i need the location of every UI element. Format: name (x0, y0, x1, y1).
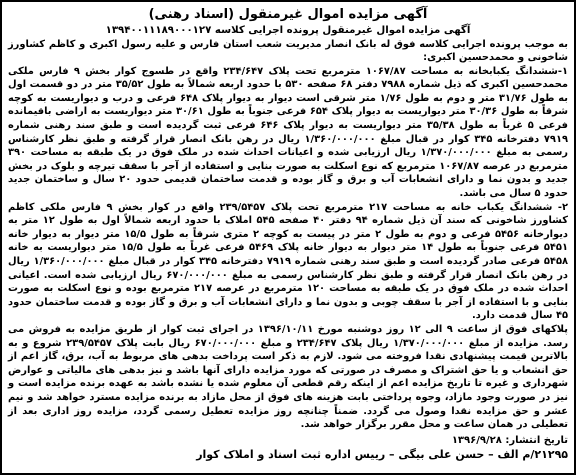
property-item-2: ۲- ششدانگ یکباب خانه به مساحت ۲۱۷ مترمربع تحت پلاک ۲۳۹/۵۴۵۷ واقع در کوار بخش ۹ فارس ملکی کاظم کشاورز شاخونی که سند آن ذیل شماره ۹۴ دفتر ۴۰ صفحه ۵۴۵ املاک با حدود اربعه شمالاً اول به طول ۱۲ متر به دیوارخانه ۵۴۵۶ فرعی و دوم به طول ۲ متر در پیست به کوچه ۲ متری شرقاً به طول ۱۵/۵ متر دیوار به دیوار خانه ۵۴۵۱ فرعی جنوباً به طول ۱۴ متر دیوار به دیوار خانه پلاک ۵۴۶۹ فرعی غرباً به طول ۱۵/۵ متر دیواریست به خانه ۵۴۵۸ فرعی صادر گردیده است و طبق سند رهنی شماره ۷۹۱۹ دفترخانه ۳۴۵ کوار در قبال مبلغ ۱/۳۶۰/۰۰۰/۰۰۰ ریال در رهن بانک انصار قرار گرفته و طبق نظر کارشناس رسمی به مبلغ ۶۷۰/۰۰۰/۰۰۰ ریال ارزیابی شده است. اعیانی احداث شده در ملک فوق در یک طبقه به مساحت ۱۲۰ مترمربع در عرصه ۲۱۷ مترمربع بوده و نوع اسکلت به صورت بنایی و با استفاده از آجر با سقف چوبی و بدون نما و دارای انشعابات آب و برق و گاز بوده و قدمت ساختمان حدود ۴۵ سال قدمت دارد. (8, 201, 569, 322)
notice-title: آگهی مزایده اموال غیرمنقول (اسناد رهنی) (148, 7, 428, 22)
signature-line: ۲۱۲۹۵/م الف – حسن علی بیگی – رییس اداره ثبت اسناد و املاک کوار (196, 448, 568, 462)
publish-date: تاریخ انتشار: ۱۳۹۶/۹/۲۸ (451, 434, 568, 446)
notice-footer (8, 434, 568, 463)
notice-intro: به موجب پرونده اجرایی کلاسه فوق له بانک انصار مدیریت شعب استان فارس و علیه رسول اکبری و کاظم کشاورز شاخونی و محمدحسین اکبری: (8, 38, 568, 64)
auction-terms: پلاکهای فوق از ساعت ۹ الی ۱۲ روز دوشنبه مورخ ۱۳۹۶/۱۰/۱۱ در اجرای ثبت کوار از طریق مزایده به فروش می رسد. مزایده از مبلغ ۱/۳۷۰/۰۰۰/۰۰۰ ریال پلاک ۲۳۴/۶۴۷ و مبلغ ۶۷۰/۰۰۰/۰۰۰ ریال بابت پلاک ۲۳۹/۵۴۵۷ شروع و به بالاترین قیمت پیشنهادی نقدا فروخته می شود. لازم به ذکر است پرداخت بدهی های مربوط به آب، برق، گاز اعم از حق انشعاب و یا حق اشتراک و مصرف در صورتی که مورد مزایده دارای آنها باشد و نیز بدهی های مالیاتی و عوارض شهرداری و غیره تا تاریخ مزایده اعم از اینکه رقم قطعی آن معلوم شده یا نشده باشد به عهده برنده مزایده است و نیز در صورت وجود مازاد، وجوه پرداختی بابت هزینه های فوق از محل مازاد به برنده مزایده مسترد خواهد شد و نیم عشر و حق مزایده نقدا وصول می گردد. ضمناً چنانچه روز مزایده تعطیل رسمی گردد، مزایده روز اداری بعد از تعطیلی در همان ساعت و محل مقرر برگزار خواهد شد. (8, 323, 569, 431)
property-item-1: ۱-ششدانگ یکبابخانه به مساحت ۱۰۶۷/۸۷ مترمربع تحت پلاک ۲۳۴/۶۴۷ واقع در طسوج کوار بخش ۹ فارس ملکی محمدحسین اکبری که ذیل شماره ۷۹۸۸ دفتر ۶۸ صفحه ۵۳۰ با حدود اربعه شمالاً به طول ۳۵/۵۲ متر در دو قسمت اول به طول ۳۱/۷۶ متر و دوم به طول ۱/۷۶ متر شرقی است دیوار به دیوار پلاک ۶۴۸ فرعی و درب و دیواریست به کوچه شرقاً به طول ۳۰/۳۶ متر دیواریست به دیوار پلاک ۶۵۴ فرعی جنوباً به طول ۳۰/۶۱ متر دیواریست به اراضی باقیمانده فرعی ۵ غرباً به طول ۳۵/۳۸ متر دیواریست به دیوار پلاک ۶۴۶ فرعی ثبت گردیده است و طبق سند رهنی شماره ۷۹۱۹ دفترخانه ۳۴۵ کوار در قبال مبلغ ۱/۳۶۰/۰۰۰/۰۰۰ ریال در رهن بانک انصار قرار گرفته و طبق نظر کارشناس رسمی به مبلغ ۱/۳۷۰/۰۰۰/۰۰۰ ریال ارزیابی شده و اعیانات احداث شده در ملک فوق در یک طبقه به مساحت ۳۹۰ مترمربع در عرصه ۱۰۶۷/۸۷ مترمربع که نوع اسکلت به صورت بنایی و استفاده از آجر با سقف تیرچه و بلوک در بخش جدید و بدون نما و دارای انشعابات آب و برق و گاز بوده و قدمت ساختمان قدیمی حدود ۲۰ سال و ساختمان جدید حدود ۵ سال می باشد. (8, 65, 569, 200)
notice-subtitle: آگهی مزایده اموال غیرمنقول پرونده اجرایی کلاسه ۱۳۹۴۰۰۱۱۱۸۹۰۰۰۱۲۷ (105, 25, 471, 36)
